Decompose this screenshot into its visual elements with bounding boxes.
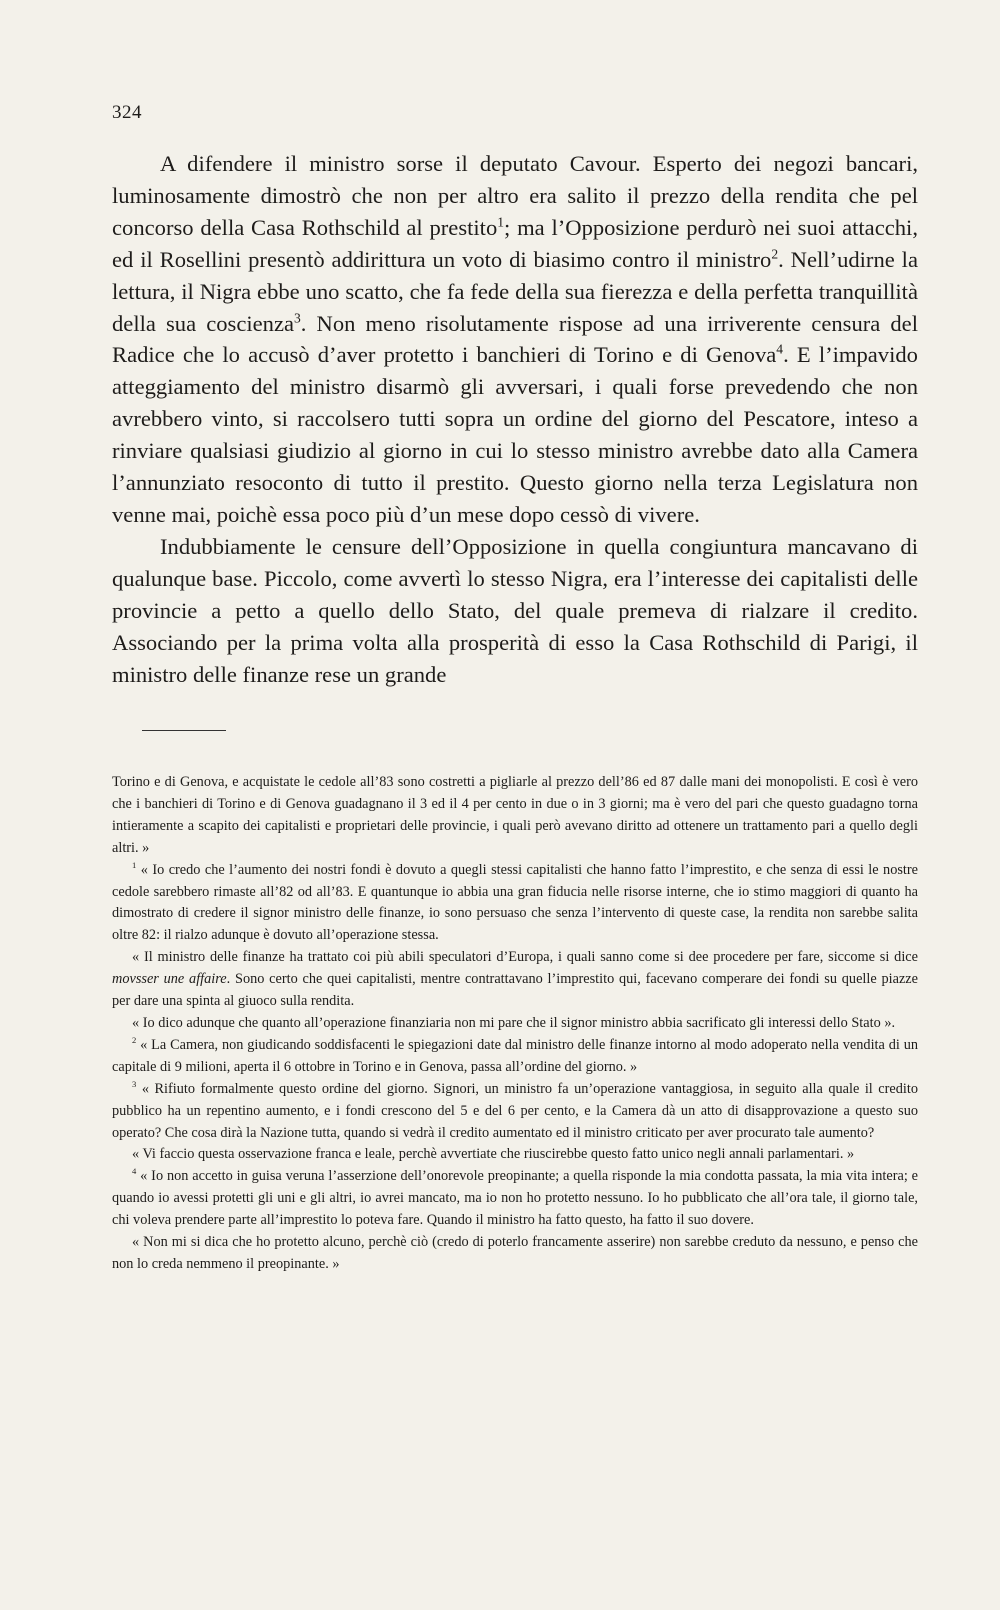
footnote-text: « La Camera, non giudicando soddisfacenti le spiegazioni date dal ministro delle finanze intorno al modo adoperato nella vendita di un capitale di 9 milioni, aperta il 6 ottobre in Torino e in Genova, passa all’ordine del giorno. » [112, 1036, 918, 1075]
footnote-ref-3: 3 [294, 310, 301, 325]
paragraph-text: . Nell’udirne la lettura, il Nigra ebbe uno scatto, che fa fede della sua fierezza e della perfetta tranquillità della sua coscienza [112, 246, 918, 336]
paragraph-text: A difendere il ministro sorse il deputato Cavour. Esperto dei negozi bancari, luminosamente dimostrò che non per altro era salito il prezzo della rendita che pel concorso della Casa Rothschild al prestito [112, 151, 918, 240]
footnote-2 [112, 1035, 918, 1079]
page-number: 324 [112, 102, 142, 123]
footnote-text: . Sono certo che quei capitalisti, mentre contrattavano l’imprestito qui, facevano comperare dei fondi su quelle piazze per dare una spinta al giuoco sulla rendita. [112, 971, 918, 1010]
paragraph-text: ; ma l’Opposizione perdurò nei suoi attacchi, ed il Rosellini presentò addirittura un voto di biasimo contro il ministro [112, 214, 918, 272]
footnote-continuation: Torino e di Genova, e acquistate le cedole all’83 sono costretti a pigliarle al prezzo dell’86 ed 87 dalle mani dei monopolisti. E così è vero che i banchieri di Torino e di Genova guadagnano il 3 ed il 4 per cento in due o in 3 giorni; ma è vero del pari che questo guadagno torna intieramente a scapito dei capitalisti e proprietari delle provincie, i quali però avevano diritto ad ottenere un trattamento pari a quello degli altri. » [112, 774, 918, 856]
footnote-number-4: 4 [132, 1166, 137, 1177]
footnote-ref-1: 1 [497, 214, 505, 230]
footnote-3 [112, 1079, 918, 1145]
footnotes [112, 772, 918, 1276]
footnote-text: « Io credo che l’aumento dei nostri fondi è dovuto a quegli stessi capitalisti che hanno fatto l’imprestito, e che senza di essi le nostre cedole sarebbero rimaste all’82 od all’83. E quantunque io abbia una gran fiducia nelle risorse interne, che io stimo maggiori di quanto ha dimostrato di credere il signor ministro delle finanze, io sono persuaso che senza l’intervento di queste case, la rendita non sarebbe salita oltre 82: il rialzo adunque è dovuto all’operazione stessa. [112, 861, 918, 944]
footnote-ref-4: 4 [776, 341, 784, 357]
footnote-4-paragraph-2: « Non mi si dica che ho protetto alcuno, perchè ciò (credo di poterlo francamente asserire) non sarebbe creduto da nessuno, e penso che non lo creda nemmeno il preopinante. » [112, 1234, 918, 1272]
footnote-text: « Rifiuto formalmente questo ordine del giorno. Signori, un ministro fa un’operazione vantaggiosa, in seguito alla quale il credito pubblico ha un repentino aumento, e i fondi crescono del 5 e del 6 per cento, e la Camera dà un atto di disapprovazione a questo suo operato? Che cosa dirà la Nazione tutta, quando si vedrà il credito aumentato ed il ministro criticato per aver procurato tale aumento? [112, 1080, 918, 1141]
footnote-1-paragraph-2 [112, 947, 918, 1013]
footnote-text: « Il ministro delle finanze ha trattato coi più abili speculatori d’Europa, i quali sanno come si dee procedere per fare, siccome si dice [132, 949, 918, 966]
main-paragraph-1 [112, 148, 918, 531]
footnote-number-3: 3 [132, 1078, 137, 1089]
footnote-4 [112, 1166, 918, 1232]
main-text [112, 148, 918, 690]
footnote-1 [112, 860, 918, 948]
footnote-3-paragraph-2: « Vi faccio questa osservazione franca e leale, perchè avvertiate che riuscirebbe questo fatto unico negli annali parlamentari. » [132, 1146, 855, 1163]
footnote-italic-text: movsser une affaire [112, 971, 227, 988]
footnote-number-2: 2 [132, 1035, 137, 1046]
footnote-text: « Io non accetto in guisa veruna l’asserzione dell’onorevole preopinante; a quella risponde la mia condotta passata, la mia vita intera; e quando io avessi protetti gli uni e gli altri, io avrei mancato, ma io non ho protetto nessuno. Io ho pubblicato che all’ora tale, il giorno tale, chi voleva prendere parte all’imprestito lo poteva fare. Quando il ministro ha fatto questo, ha fatto il suo dovere. [112, 1168, 919, 1229]
footnote-divider [142, 730, 226, 731]
main-paragraph-2: Indubbiamente le censure dell’Opposizione in quella congiuntura mancavano di qualunque base. Piccolo, come avvertì lo stesso Nigra, era l’interesse dei capitalisti delle provincie a petto a quello dello Stato, del quale premeva di rialzare il credito. Associando per la prima volta alla prosperità di esso la Casa Rothschild di Parigi, il ministro delle finanze rese un grande [112, 533, 918, 687]
paragraph-text: . Non meno risolutamente rispose ad una irriverente censura del Radice che lo accusò d’aver protetto i banchieri di Torino e di Genova [112, 310, 918, 368]
paragraph-text: . E l’impavido atteggiamento del ministro disarmò gli avversari, i quali forse prevedendo che non avrebbero vinto, si raccolsero tutti sopra un ordine del giorno del Pescatore, inteso a rinviare qualsiasi giudizio al giorno in cui lo stesso ministro avrebbe dato alla Camera l’annunziato resoconto di tutto il prestito. Questo giorno nella terza Legislatura non venne mai, poichè essa poco più d’un mese dopo cessò di vivere. [112, 342, 918, 527]
footnote-number-1: 1 [132, 859, 137, 870]
footnote-ref-2: 2 [771, 246, 779, 262]
footnote-1-paragraph-3: « Io dico adunque che quanto all’operazione finanziaria non mi pare che il signor ministro abbia sacrificato gli interessi dello Stato ». [132, 1014, 896, 1031]
